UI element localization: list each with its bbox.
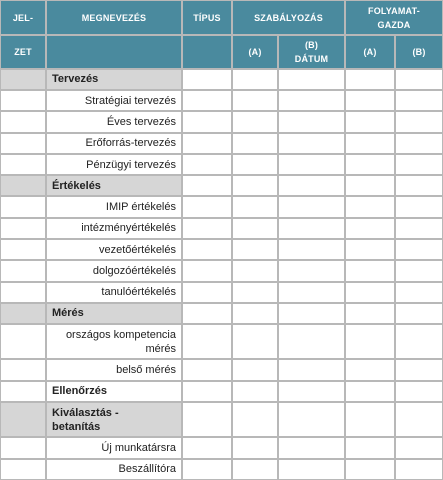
empty-cell [232, 381, 278, 402]
empty-cell [278, 218, 345, 239]
empty-cell [182, 154, 232, 175]
empty-cell [182, 133, 232, 154]
empty-cell [232, 402, 278, 437]
jelzet-cell [0, 282, 46, 303]
empty-cell [345, 239, 395, 260]
empty-cell [182, 359, 232, 380]
empty-cell [232, 459, 278, 480]
table-row [0, 437, 443, 458]
section-label: Ellenőrzés [46, 381, 182, 402]
empty-cell [182, 90, 232, 111]
empty-cell [278, 90, 345, 111]
table-row [0, 111, 443, 132]
empty-cell [345, 133, 395, 154]
empty-cell [278, 175, 345, 196]
header-megnevezes: MEGNEVEZÉS [46, 0, 182, 35]
item-label: Erőforrás-tervezés [46, 133, 182, 154]
empty-cell [182, 111, 232, 132]
empty-cell [278, 324, 345, 359]
table-row [0, 324, 443, 359]
empty-cell [232, 303, 278, 324]
table-row [0, 260, 443, 281]
empty-cell [182, 260, 232, 281]
empty-cell [345, 437, 395, 458]
empty-cell [345, 218, 395, 239]
empty-cell [182, 175, 232, 196]
item-label: tanulóértékelés [46, 282, 182, 303]
empty-cell [278, 282, 345, 303]
jelzet-cell [0, 303, 46, 324]
empty-cell [395, 381, 443, 402]
empty-cell [278, 133, 345, 154]
header-szabalyozas-b-datum: (B) DÁTUM [278, 35, 345, 68]
empty-cell [182, 437, 232, 458]
table-row [0, 459, 443, 480]
empty-cell [182, 459, 232, 480]
table-row [0, 359, 443, 380]
header-megnevezes-sub [46, 35, 182, 68]
table-row [0, 154, 443, 175]
header-folyamatgazda-a: (A) [345, 35, 395, 68]
item-label: Beszállítóra [46, 459, 182, 480]
jelzet-cell [0, 402, 46, 437]
jelzet-cell [0, 239, 46, 260]
empty-cell [278, 303, 345, 324]
item-label: Stratégiai tervezés [46, 90, 182, 111]
empty-cell [232, 90, 278, 111]
empty-cell [278, 69, 345, 90]
empty-cell [278, 381, 345, 402]
table-row [0, 218, 443, 239]
jelzet-cell [0, 459, 46, 480]
empty-cell [278, 359, 345, 380]
empty-cell [232, 133, 278, 154]
empty-cell [278, 260, 345, 281]
empty-cell [232, 239, 278, 260]
jelzet-cell [0, 154, 46, 175]
empty-cell [395, 359, 443, 380]
empty-cell [278, 154, 345, 175]
item-label: Éves tervezés [46, 111, 182, 132]
empty-cell [182, 239, 232, 260]
empty-cell [278, 437, 345, 458]
empty-cell [345, 111, 395, 132]
empty-cell [345, 324, 395, 359]
empty-cell [345, 459, 395, 480]
empty-cell [278, 459, 345, 480]
empty-cell [395, 154, 443, 175]
empty-cell [345, 175, 395, 196]
empty-cell [182, 69, 232, 90]
empty-cell [182, 196, 232, 217]
section-row [0, 69, 443, 90]
empty-cell [395, 437, 443, 458]
empty-cell [232, 69, 278, 90]
table-row [0, 133, 443, 154]
empty-cell [395, 69, 443, 90]
header-jelzet-bottom: ZET [0, 35, 46, 68]
section-row [0, 402, 443, 437]
empty-cell [345, 381, 395, 402]
header-szabalyozas-a: (A) [232, 35, 278, 68]
empty-cell [345, 154, 395, 175]
empty-cell [395, 218, 443, 239]
item-label: intézményértékelés [46, 218, 182, 239]
item-label: IMIP értékelés [46, 196, 182, 217]
header-folyamatgazda-b: (B) [395, 35, 443, 68]
empty-cell [182, 324, 232, 359]
jelzet-cell [0, 260, 46, 281]
section-row [0, 175, 443, 196]
empty-cell [345, 69, 395, 90]
header-tipus-sub [182, 35, 232, 68]
jelzet-cell [0, 324, 46, 359]
empty-cell [345, 260, 395, 281]
section-label: Értékelés [46, 175, 182, 196]
jelzet-cell [0, 437, 46, 458]
empty-cell [232, 260, 278, 281]
item-label: Pénzügyi tervezés [46, 154, 182, 175]
header-tipus: TÍPUS [182, 0, 232, 35]
empty-cell [395, 196, 443, 217]
empty-cell [232, 282, 278, 303]
empty-cell [232, 175, 278, 196]
empty-cell [232, 324, 278, 359]
empty-cell [278, 111, 345, 132]
empty-cell [345, 196, 395, 217]
jelzet-cell [0, 196, 46, 217]
section-row [0, 381, 443, 402]
jelzet-cell [0, 381, 46, 402]
empty-cell [395, 402, 443, 437]
item-label: országos kompetencia mérés [46, 324, 182, 359]
jelzet-cell [0, 133, 46, 154]
header-szabalyozas: SZABÁLYOZÁS [232, 0, 345, 35]
empty-cell [182, 282, 232, 303]
item-label: dolgozóértékelés [46, 260, 182, 281]
empty-cell [395, 324, 443, 359]
empty-cell [182, 402, 232, 437]
empty-cell [232, 154, 278, 175]
empty-cell [278, 196, 345, 217]
empty-cell [395, 111, 443, 132]
empty-cell [232, 111, 278, 132]
jelzet-cell [0, 111, 46, 132]
empty-cell [232, 437, 278, 458]
empty-cell [278, 402, 345, 437]
empty-cell [345, 359, 395, 380]
empty-cell [395, 260, 443, 281]
header-row-top [0, 0, 443, 35]
header-row-sub [0, 35, 443, 68]
empty-cell [395, 133, 443, 154]
jelzet-cell [0, 175, 46, 196]
item-label: belső mérés [46, 359, 182, 380]
jelzet-cell [0, 218, 46, 239]
empty-cell [395, 282, 443, 303]
section-label: Tervezés [46, 69, 182, 90]
jelzet-cell [0, 90, 46, 111]
empty-cell [182, 381, 232, 402]
empty-cell [345, 282, 395, 303]
empty-cell [395, 90, 443, 111]
header-folyamatgazda: FOLYAMAT- GAZDA [345, 0, 443, 35]
jelzet-cell [0, 359, 46, 380]
empty-cell [182, 218, 232, 239]
jelzet-cell [0, 69, 46, 90]
empty-cell [232, 218, 278, 239]
empty-cell [345, 303, 395, 324]
item-label: vezetőértékelés [46, 239, 182, 260]
empty-cell [345, 90, 395, 111]
empty-cell [182, 303, 232, 324]
table-row [0, 196, 443, 217]
header-jelzet-top: JEL- [0, 0, 46, 35]
section-label: Mérés [46, 303, 182, 324]
empty-cell [232, 196, 278, 217]
empty-cell [395, 175, 443, 196]
table-row [0, 90, 443, 111]
section-label: Kiválasztás - betanítás [46, 402, 182, 437]
table-row [0, 239, 443, 260]
empty-cell [345, 402, 395, 437]
empty-cell [395, 239, 443, 260]
empty-cell [232, 359, 278, 380]
table-row [0, 282, 443, 303]
empty-cell [395, 459, 443, 480]
section-row [0, 303, 443, 324]
empty-cell [278, 239, 345, 260]
empty-cell [395, 303, 443, 324]
item-label: Új munkatársra [46, 437, 182, 458]
